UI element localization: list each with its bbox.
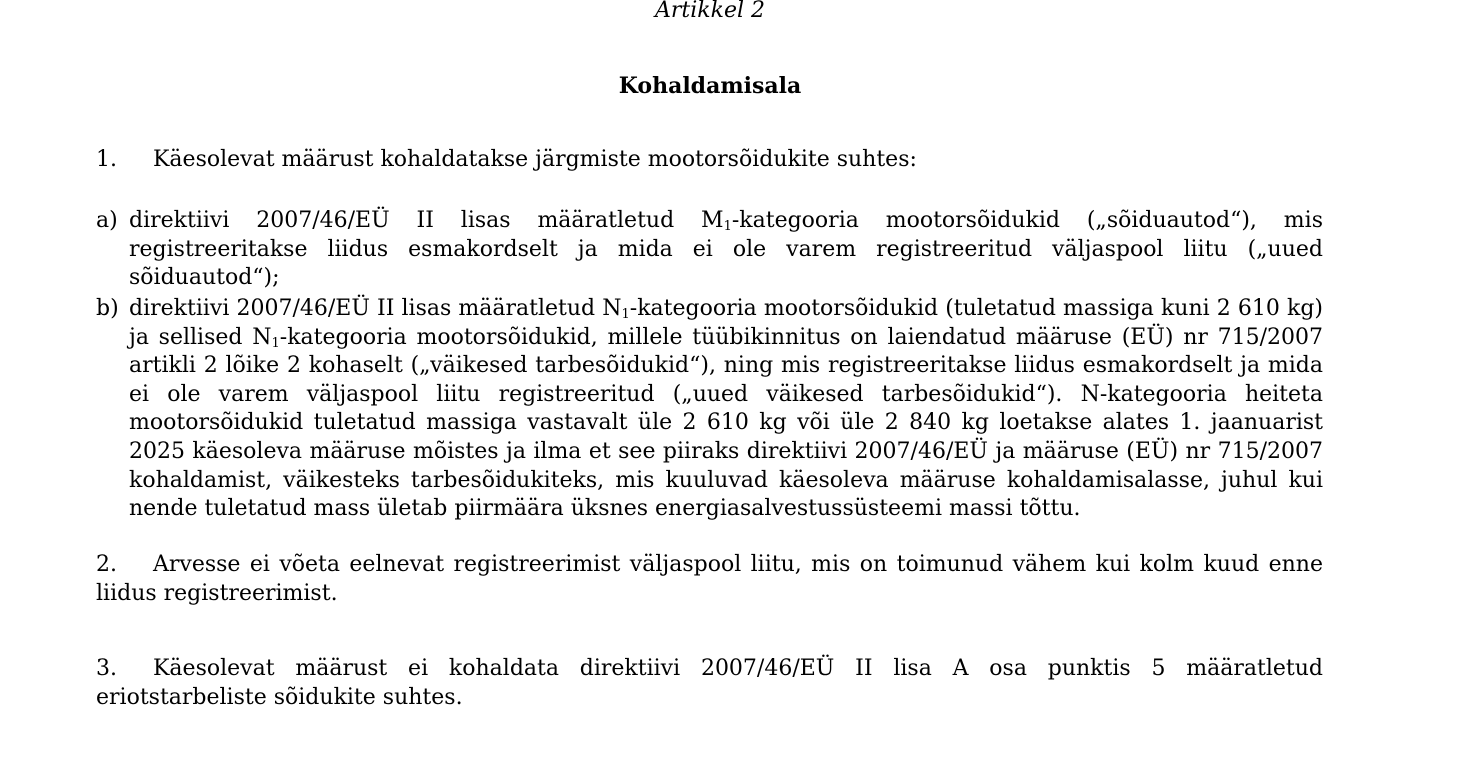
item-b-text-part-3: -kategooria mootorsõidukid, millele tüübikinnitus on laiendatud määruse (EÜ) nr 715/2007 artikli 2 lõike 2 kohaselt („väikesed tarbesõidukid“), ning mis registreeritakse liidus esmakordselt ja mida ei ole varem väljaspool liitu registreeritud („uued väikesed tarbesõidukid“). N-kategooria heiteta mootorsõidukid tuletatud massiga vastavalt üle 2 610 kg või üle 2 840 kg loetakse alates 1. jaanuarist 2025 käesoleva määruse mõistes ja ilma et see piiraks direktiivi 2007/46/EÜ ja määruse (EÜ) nr 715/2007 kohaldamist, väikesteks tarbesõidukiteks, mis kuuluvad käesoleva määruse kohaldamisalasse, juhul kui nende tuletatud mass ületab piirmäära üksnes energiasalvestussüsteemi massi tõttu. [129, 324, 1324, 522]
item-b-text-part-2: -kategooria mootorsõidukid (tuletatud massiga kuni 2 610 kg) ja sellised N [129, 296, 1323, 350]
paragraph-1 [96, 146, 1323, 175]
paragraph-1-text: Käesolevat määrust kohaldatakse järgmiste mootorsõidukite suhtes: [153, 147, 917, 172]
item-b-label: b) [96, 296, 119, 321]
item-b [96, 295, 1323, 524]
item-b-subscript-1: 1 [621, 307, 630, 322]
article-number: Artikkel 2 [655, 0, 765, 23]
item-a [96, 207, 1323, 293]
paragraph-2-text: Arvesse ei võeta eelnevat registreerimist väljaspool liitu, mis on toimunud vähem kui kolm kuud enne liidus registreerimist. [96, 552, 1323, 606]
item-b-text [129, 295, 1323, 524]
paragraph-2 [96, 551, 1323, 608]
paragraph-3-number: 3. [96, 656, 117, 681]
paragraph-3-text: Käesolevat määrust ei kohaldata direktiivi 2007/46/EÜ II lisa A osa punktis 5 määratletud eriotstarbeliste sõidukite suhtes. [96, 656, 1323, 710]
item-b-subscript-2: 1 [271, 335, 280, 351]
item-a-text [129, 207, 1323, 293]
item-a-label: a) [96, 208, 118, 233]
paragraph-1-number: 1. [96, 147, 117, 172]
item-a-subscript: 1 [723, 219, 732, 234]
item-b-text-part-1: direktiivi 2007/46/EÜ II lisas määratletud N [129, 296, 622, 321]
article-title: Kohaldamisala [618, 73, 802, 99]
item-a-text-part-2: -kategooria mootorsõidukid („sõiduautod“), mis registreeritakse liidus esmakordselt ja mida ei ole varem registreeritud väljaspool liitu („uued sõiduautod“); [129, 208, 1323, 291]
item-a-text-part-1: direktiivi 2007/46/EÜ II lisas määratletud M [129, 208, 724, 233]
paragraph-2-number: 2. [96, 552, 117, 577]
paragraph-3 [96, 655, 1323, 712]
